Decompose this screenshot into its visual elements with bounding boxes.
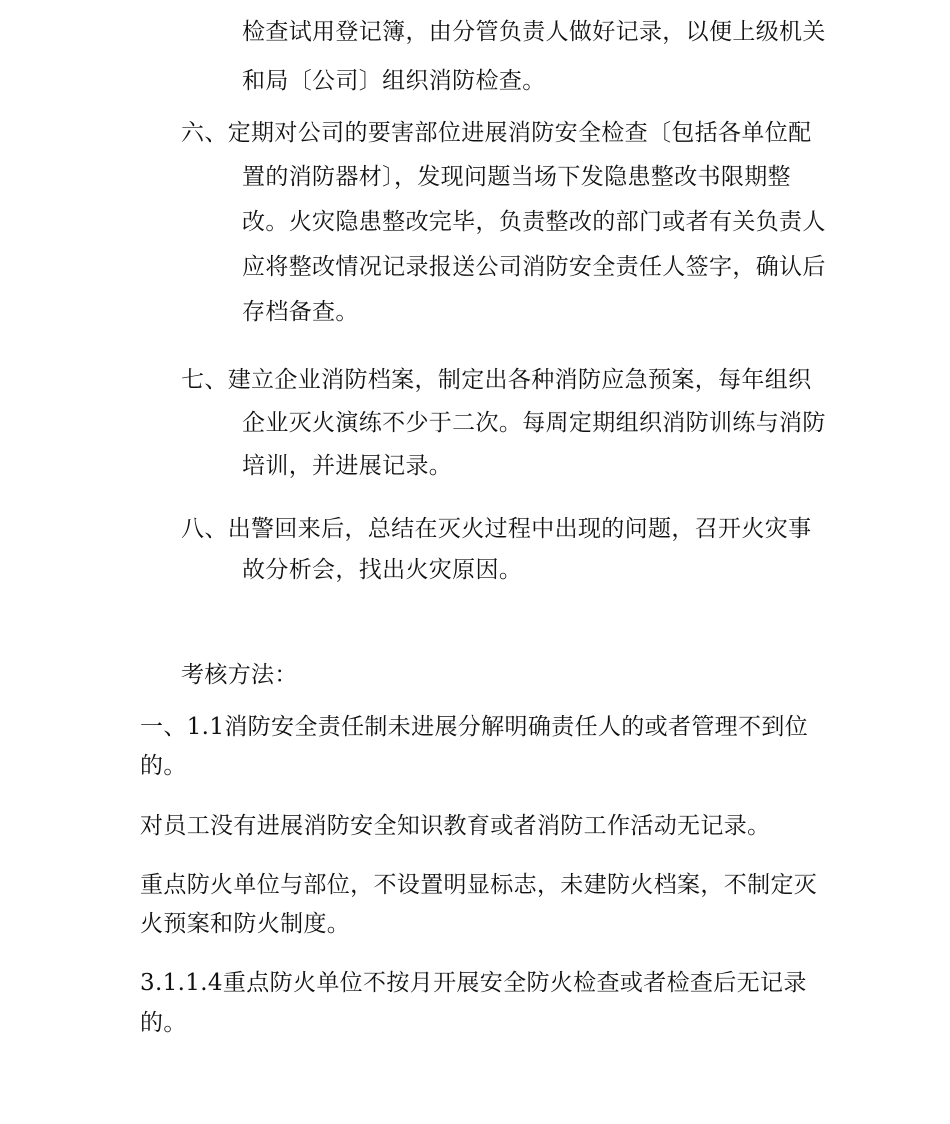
assessment-p2-line-1: 对员工没有进展消防安全知识教育或者消防工作活动无记录。	[140, 813, 771, 839]
assessment-heading: 考核方法：	[181, 662, 298, 688]
assessment-p4-line-2: 的。	[140, 1010, 187, 1036]
item-eight-line-2: 故分析会，找出火灾原因。	[242, 557, 523, 583]
assessment-p1-line-2: 的。	[140, 753, 187, 779]
assessment-p4-line-1: 3.1.1.4重点防火单位不按月开展安全防火检查或者检查后无记录	[140, 970, 807, 996]
continuation-line-2: 和局〔公司〕组织消防检查。	[242, 68, 546, 94]
item-six-line-5: 存档备查。	[242, 299, 359, 325]
assessment-p1-line-1: 一、1.1消防安全责任制未进展分解明确责任人的或者管理不到位	[140, 714, 809, 740]
item-seven-line-2: 企业灭火演练不少于二次。每周定期组织消防训练与消防	[242, 410, 826, 436]
continuation-line-1: 检查试用登记簿，由分管负责人做好记录，以便上级机关	[242, 19, 826, 45]
item-six-line-4: 应将整改情况记录报送公司消防安全责任人签字，确认后	[242, 254, 826, 280]
item-eight-line-1: 八、出警回来后，总结在灭火过程中出现的问题，召开火灾事	[181, 516, 812, 542]
item-six-line-3: 改。火灾隐患整改完毕，负责整改的部门或者有关负责人	[242, 209, 826, 235]
item-six-line-1: 六、定期对公司的要害部位进展消防安全检查〔包括各单位配	[181, 120, 812, 146]
assessment-p3-line-1: 重点防火单位与部位，不设置明显标志，未建防火档案，不制定灭	[140, 872, 818, 898]
item-seven-line-1: 七、建立企业消防档案，制定出各种消防应急预案，每年组织	[181, 367, 812, 393]
item-seven-line-3: 培训，并进展记录。	[242, 453, 453, 479]
assessment-p3-line-2: 火预案和防火制度。	[140, 911, 351, 937]
item-six-line-2: 置的消防器材〕，发现问题当场下发隐患整改书限期整	[242, 164, 791, 190]
